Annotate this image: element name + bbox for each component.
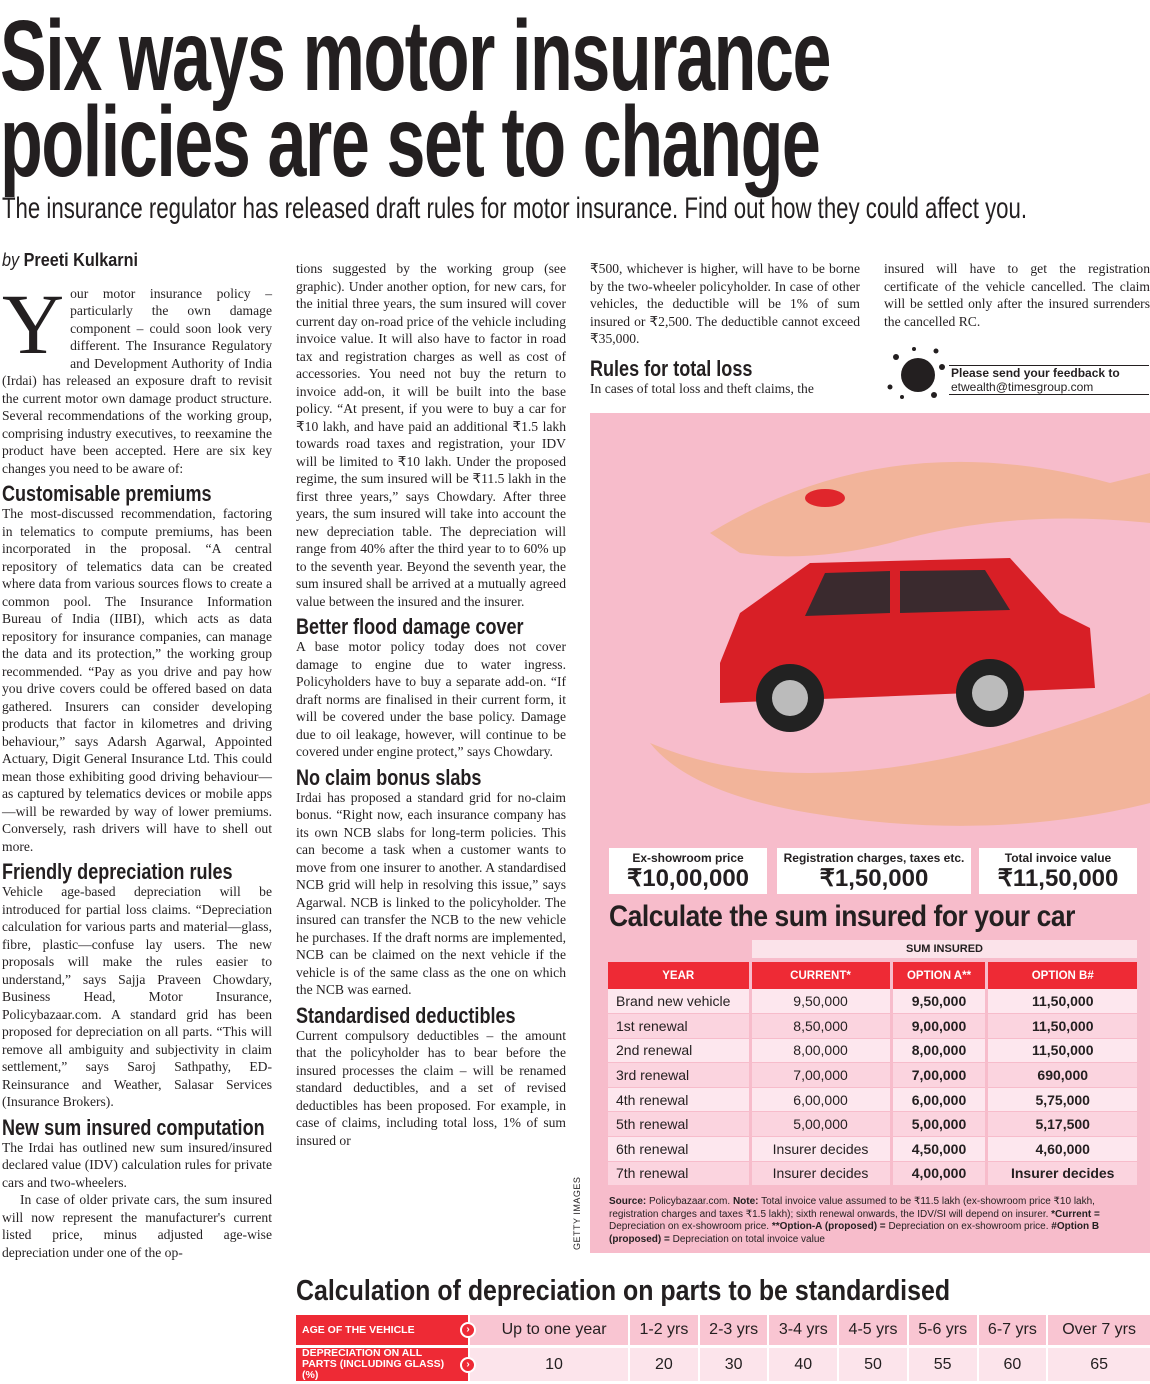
age-cell: 3-4 yrs [767,1315,837,1345]
table-cell: 1st renewal [608,1014,750,1039]
source-label: Source: [609,1196,647,1207]
intro-text: our motor insurance policy – particularly the own damage component – could soon look very different. The Insurance Regulatory and Development Authority of India (Irdai) has released an exposure draft to revisit the current motor own damage product structure. Several recommendations of the working group, comprising industry executives, to reexamine the product have been accepted. Here are six key changes you need to be aware of: [2,285,272,476]
col-header: CURRENT* [750,962,891,989]
table-cell: 7,00,000 [891,1063,987,1088]
car-in-hands-photo [590,413,1150,843]
section-text: Current compulsory deductibles – the amount that the policyholder has to bear before the insured processes the claim – will be renamed standard deductibles, and a set of revised deductibles has been proposed. For example, in case of claims, including total loss, 1% of sum insured or [296,1027,566,1148]
section-heading: New sum insured computation [2,1114,265,1140]
current-def: Depreciation on ex-showroom price. [609,1221,770,1232]
table-cell: 5th renewal [608,1112,750,1137]
table-row [608,1112,1137,1137]
column-3 [590,260,860,397]
table-row [608,989,1137,1014]
section-heading: Better flood damage cover [296,614,524,639]
box-value: ₹1,50,000 [819,865,929,892]
subheadline: The insurance regulator has released draft rules for motor insurance. Find out how they could affect you. [2,192,1028,225]
section-heading: Rules for total loss [590,355,753,381]
table-cell: 9,00,000 [891,1014,987,1039]
section-text: In cases of total loss and theft claims, the [590,380,814,396]
col-header: OPTION B# [987,962,1137,989]
table-cell: 8,00,000 [891,1038,987,1063]
table-row [608,1014,1137,1039]
chevron-right-icon: › [460,1322,476,1338]
byline [2,252,138,270]
box-value: ₹10,00,000 [626,865,750,892]
table-row [608,1161,1137,1186]
option-a-def: Depreciation on ex-showroom price. [888,1221,1049,1232]
row-label [296,1315,468,1345]
section-heading: No claim bonus slabs [296,764,482,790]
sum-insured-header: SUM INSURED [752,940,1137,958]
byline-by: by [2,250,20,270]
age-cell: Over 7 yrs [1046,1315,1150,1345]
graphic-title: Calculate the sum insured for your car [609,900,1075,933]
table-cell: 4,60,000 [987,1137,1137,1162]
depreciation-cell: 60 [977,1348,1047,1381]
box-value: ₹11,50,000 [997,865,1119,892]
column-2 [296,260,566,1149]
table-cell: 6,00,000 [891,1087,987,1112]
depreciation-cell: 40 [767,1348,837,1381]
chevron-right-icon: › [460,1357,476,1373]
current-label: *Current = [1051,1208,1100,1220]
table-cell: 8,50,000 [750,1014,891,1039]
table-cell: 6,00,000 [750,1087,891,1112]
feedback-email[interactable]: etwealth@timesgroup.com [951,380,1094,394]
table-cell: Brand new vehicle [608,989,750,1014]
table-cell: 4,00,000 [891,1161,987,1186]
note-label: Note: [732,1196,759,1207]
option-b-def: Depreciation on total invoice value [672,1233,825,1245]
section-text: tions suggested by the working group (see graphic). Under another option, for new cars, for the initial three years, the sum insured will cover current day on-road price of the vehicle including invoice value. It will also have to factor in road tax and registration charges as well as cost of accessories. You need not buy the return to invoice add-on, it will be built into the base policy. “At present, if you were to buy a car for ₹10 lakh, and have paid an additional ₹1.5 lakh towards road taxes and registration, your IDV will be limited to ₹10 lakh. Under the proposed regime, the sum insured will be ₹11.5 lakh in the first three years,” says Chowdary. After three years, the sum insured will take into account the new depreciation table. The depreciation will range from 40% after the third year to to 60% up to the seventh year. Beyond the seventh year, the sum insured shall be arrived at a mutually agreed value between the insured and the insurer. [296,261,566,609]
depreciation-cell: 20 [628,1348,698,1381]
box-label: Total invoice value [1004,851,1112,865]
depreciation-title: Calculation of depreciation on parts to be standardised [296,1275,951,1307]
row-label-text: DEPRECIATION ON ALL PARTS (INCLUDING GLASS) (%) [302,1347,445,1381]
section-text: The Irdai has outlined new sum insured/insured declared value (IDV) calculation rules for private cars and two-wheelers. [2,1139,272,1190]
table-cell: 5,00,000 [750,1112,891,1137]
table-cell: 11,50,000 [987,989,1137,1014]
box-label: Ex-showroom price [632,851,744,865]
table-cell: 9,50,000 [750,989,891,1014]
age-cell: 2-3 yrs [698,1315,768,1345]
table-row [608,1137,1137,1162]
red-car [720,558,1095,732]
table-cell: 4,50,000 [891,1137,987,1162]
photo-credit: GETTY IMAGES [572,1176,582,1250]
section-heading: Friendly depreciation rules [2,859,233,884]
table-cell: 5,75,000 [987,1087,1137,1112]
section-heading: Customisable premiums [2,481,212,506]
author-name: Preeti Kulkarni [23,250,138,270]
table-cell: 7,00,000 [750,1063,891,1088]
source: Policybazaar.com. [649,1196,731,1207]
sum-insured-table [608,962,1137,1186]
drop-cap: Y [2,275,65,372]
note: Total invoice value assumed to be ₹11.5 lakh (ex-showroom price ₹10 lakh, registration charges and taxes ₹1.5 lakh); sixth renewal onwards, the IDV/SI will depend on insurer. [609,1196,1095,1220]
table-cell: Insurer decides [987,1161,1137,1186]
ex-showroom-box [609,848,767,894]
section-text: The most-discussed recommendation, factoring in telematics to compute premiums, has been incorporated in the proposal. “A central repository of telematics data can be created where data from various sources flows to create a common pool. The Insurance Information Bureau of India (IIBI), which acts as data repository for insurance companies, can manage the data and its protection,” the working group recommended. “Pay as you drive and pay how you drive covers could be offered based on data gathered. Insurers can consider developing products that factor in kilometres and driving behaviour,” says Adarsh Agarwal, Appointed Actuary, Digit General Insurance Ltd. This could mean those exhibiting good driving behaviour—as captured by telematics devices or mobile apps—will be rewarded by way of lower premiums. Conversely, rash drivers will have to shell out more. [2,506,272,854]
table-cell: 8,00,000 [750,1038,891,1063]
row-label-text: AGE OF THE VEHICLE [302,1323,415,1336]
table-row [608,1063,1137,1088]
box-label: Registration charges, taxes etc. [783,851,965,865]
registration-box [777,848,971,894]
depreciation-table [296,1312,1150,1384]
depreciation-cell: 50 [837,1348,907,1381]
table-cell: 5,00,000 [891,1112,987,1137]
ink-splat-icon [884,343,954,403]
section-text: In case of older private cars, the sum insured will now represent the manufacturer's current listed price, minus adjusted age-wise depreciation under one of the op- [2,1192,272,1260]
table-cell: 690,000 [987,1063,1137,1088]
section-heading: Standardised deductibles [296,1002,516,1028]
table-row [608,1038,1137,1063]
column-1 [2,252,272,1261]
feedback-box [884,343,1150,399]
age-cell: 5-6 yrs [907,1315,977,1345]
section-text: ₹500, whichever is higher, will have to be borne by the two-wheeler policyholder. In case of other vehicles, the deductible will be 1% of sum insured or ₹2,500. The deductible cannot exceed ₹35,000. [590,261,860,346]
table-row [608,1087,1137,1112]
option-a-label: **Option-A (proposed) = [771,1221,886,1232]
invoice-box [979,848,1137,894]
headline-line-2: policies are set to change [0,86,820,198]
headline-line-1: Six ways motor insurance [0,0,831,112]
table-cell: 11,50,000 [987,1038,1137,1063]
row-label [296,1348,468,1381]
age-cell: 6-7 yrs [977,1315,1047,1345]
table-cell: 11,50,000 [987,1014,1137,1039]
source-note [609,1196,1139,1246]
depreciation-cell: 55 [907,1348,977,1381]
feedback-label: Please send your feedback to [951,366,1120,380]
col-header: OPTION A** [891,962,987,989]
table-cell: 5,17,500 [987,1112,1137,1137]
depreciation-cell: 30 [698,1348,768,1381]
section-text: Irdai has proposed a standard grid for no-claim bonus. “Right now, each insurance company has its own NCB slabs for long-term policies. This can become a task when a customer wants to move from one insurer to another. A standardised NCB grid will help in resolving this issue,” says Agarwal. NCB is linked to the policyholder. The insured can transfer the NCB to the new vehicle he purchases. If the draft norms are implemented, NCB can be claimed on the next vehicle if the vehicle is of the same class as the one on which the NCB was earned. [296,789,566,997]
table-cell: 4th renewal [608,1087,750,1112]
age-cell: 4-5 yrs [837,1315,907,1345]
option-b-label: #Option B (proposed) = [609,1221,1100,1245]
col-header: YEAR [608,962,750,989]
table-cell: Insurer decides [750,1137,891,1162]
age-cell: Up to one year [468,1315,628,1345]
table-cell: 7th renewal [608,1161,750,1186]
table-cell: 6th renewal [608,1137,750,1162]
section-text: A base motor policy today does not cover damage to engine due to water ingress. Policyholders have to buy a separate add-on. “If draft norms are finalised in their current form, it will be covered under the base policy. Damage due to oil leakage, however, will continue to be covered under engine protect,” says Chowdary. [296,639,566,759]
age-cell: 1-2 yrs [628,1315,698,1345]
section-text: Vehicle age-based depreciation will be introduced for partial loss claims. “Depreciation calculation for various parts and material—glass, fibre, plastic—confuse lay users. The new proposals will make the rules easier to understand,” says Sajja Praveen Chowdary, Business Head, Motor Insurance, Policybazaar.com. A standard grid has been proposed for depreciation on all parts. “This will remove all ambiguity and subjectivity in claim settlement,” says Saroj Sathpathy, ED-Reinsurance and Weather, Salasar Services (Insurance Brokers). [2,884,272,1109]
table-cell: Insurer decides [750,1161,891,1186]
section-text: insured will have to get the registration certificate of the vehicle cancelled. The claim will be settled only after the insured surrenders the cancelled RC. [884,261,1150,329]
depreciation-cell: 10 [468,1348,628,1381]
table-cell: 2nd renewal [608,1038,750,1063]
table-cell: 3rd renewal [608,1063,750,1088]
table-cell: 9,50,000 [891,989,987,1014]
depreciation-cell: 65 [1046,1348,1150,1381]
column-4 [884,260,1150,330]
